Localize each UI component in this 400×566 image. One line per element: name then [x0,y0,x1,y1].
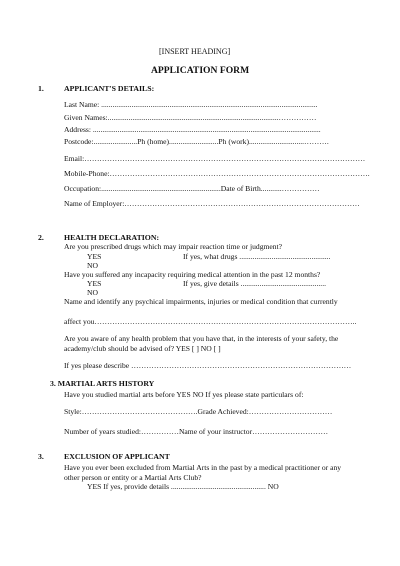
drugs-yes-option[interactable]: YES [87,252,102,261]
given-names-field[interactable]: Given Names:..........................................................................................…………… [64,113,317,122]
form-title: APPLICATION FORM [151,65,250,76]
health-problem-question-line-2: academy/club should be advised of? YES [ ] NO [ ] [64,344,221,353]
incapacity-yes-option[interactable]: YES [87,279,102,288]
section-3-title: 3. MARTIAL ARTS HISTORY [50,379,155,388]
section-4-title: EXCLUSION OF APPLICANT [64,452,170,461]
section-2-number: 2. [38,233,44,242]
exclusion-details-field[interactable]: YES If yes, provide details .................................................. NO [87,482,279,491]
incapacity-question: Have you suffered any incapacity requiring medical attention in the past 12 months? [64,270,321,279]
incapacity-details-field[interactable]: If yes, give details ............................................. [183,279,326,288]
martial-arts-question: Have you studied martial arts before YES NO If yes please state particulars of: [64,390,304,399]
employer-field[interactable]: Name of Employer:………………………………………………………………………………… [64,199,360,208]
health-problem-question-line-1: Are you aware of any health problem that you have that, in the interests of your safety, the [64,334,339,343]
drugs-no-option[interactable]: NO [87,261,98,270]
email-field[interactable]: Email:………………………………………………………………………………………………… [64,154,366,163]
drugs-details-field[interactable]: If yes, what drugs ................................................ [183,252,331,261]
style-grade-field[interactable]: Style:……………………………………….Grade Achieved:…………………………… [64,407,333,416]
section-1-number: 1. [38,84,44,93]
section-2-title: HEALTH DECLARATION: [64,233,160,242]
postcode-phone-field[interactable]: Postcode:.......................Ph (home)..........................Ph (work).............................………. [64,137,329,146]
last-name-field[interactable]: Last Name: .................................................................................................................. [64,100,318,109]
occupation-dob-field[interactable]: Occupation:...............................................................Date of Birth...........…………… [64,184,320,193]
section-4-number: 3. [38,452,44,461]
incapacity-no-option[interactable]: NO [87,288,98,297]
impairments-question: Name and identify any psychical impairments, injuries or medical condition that currently [64,297,338,306]
exclusion-question-line-1: Have you ever been excluded from Martial Arts in the past by a medical practitioner or any [64,463,342,472]
years-instructor-field[interactable]: Number of years studied:……………Name of your instructor………………………… [64,427,329,436]
section-1-title: APPLICANT'S DETAILS: [64,84,155,93]
exclusion-question-line-2: other person or entity or a Martial Arts Club? [64,473,202,482]
impairments-field[interactable]: affect you………………………………………………………………………………………….. [64,317,357,326]
page-heading: [INSERT HEADING] [159,47,231,56]
mobile-phone-field[interactable]: Mobile-Phone:…………………………………………………………………………………………. [64,169,370,178]
address-field[interactable]: Address: ........................................................................................................................ [64,125,321,134]
drugs-question: Are you prescribed drugs which may impair reaction time or judgment? [64,242,283,251]
health-problem-describe-field[interactable]: If yes please describe …………………………………………………………………………… [64,361,352,370]
